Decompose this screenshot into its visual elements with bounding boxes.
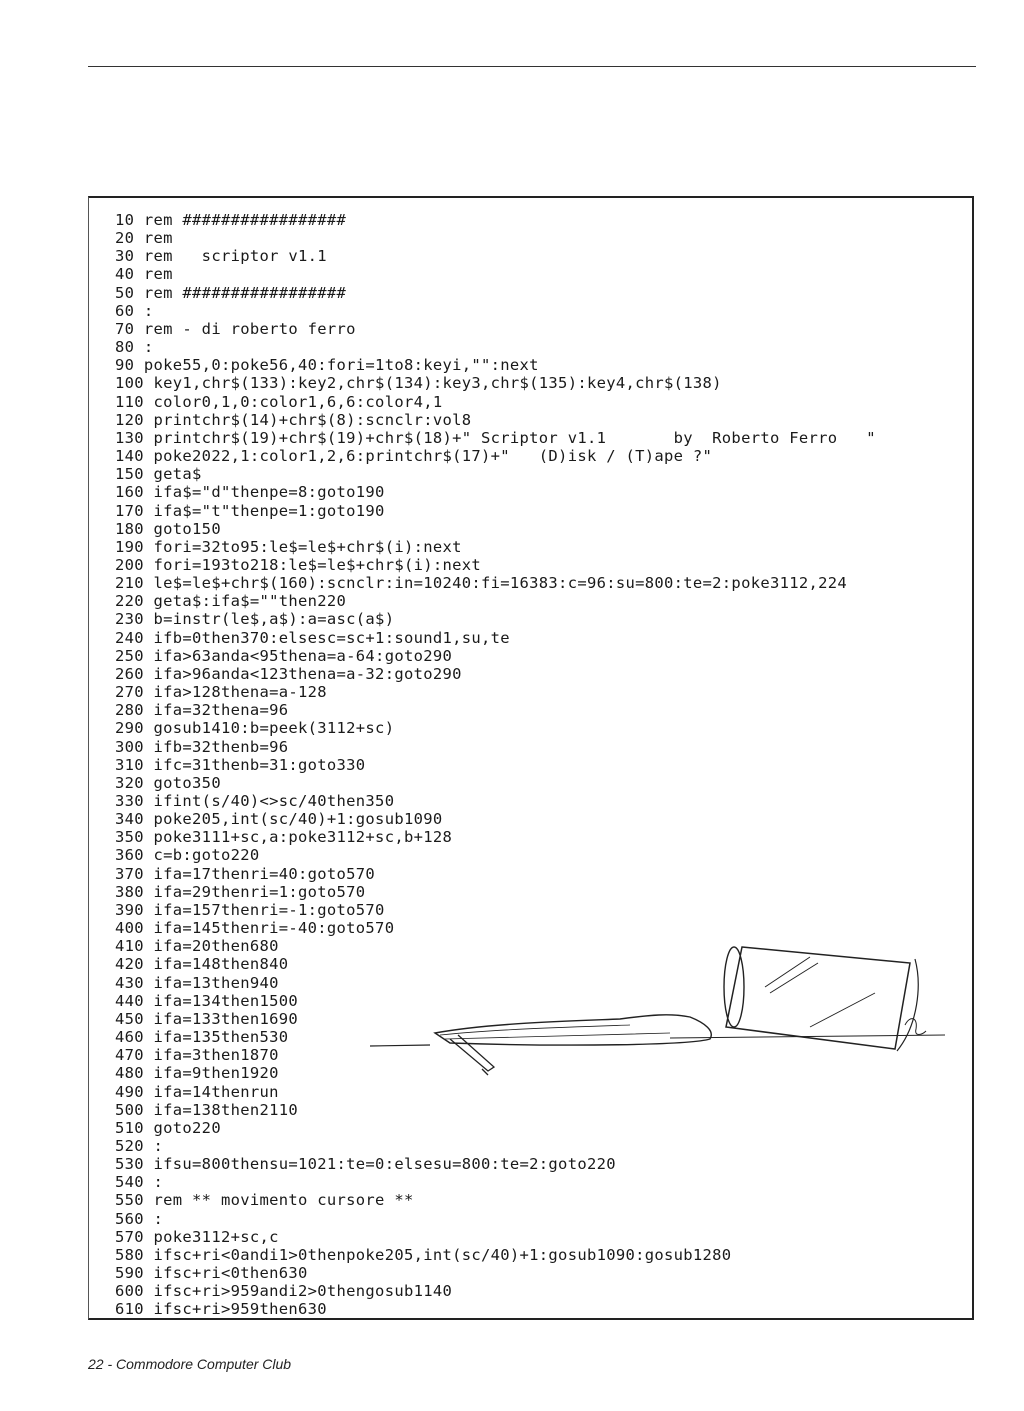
code-line: 410 ifa=20then680 [115, 937, 279, 956]
code-line: 350 poke3111+sc,a:poke3112+sc,b+128 [115, 828, 453, 847]
code-line: 440 ifa=134then1500 [115, 991, 299, 1010]
code-line: 110 color0,1,0:color1,6,6:color4,1 [115, 392, 443, 411]
code-line: 300 ifb=32thenb=96 [115, 737, 289, 756]
code-line: 290 gosub1410:b=peek(3112+sc) [115, 719, 395, 738]
code-line: 140 poke2022,1:color1,2,6:printchr$(17)+" (D)isk / (T)ape ?" [115, 447, 713, 466]
code-line: 570 poke3112+sc,c [115, 1227, 279, 1246]
code-line: 40 rem [115, 265, 173, 284]
code-line: 540 : [115, 1173, 164, 1192]
code-line: 550 rem ** movimento cursore ** [115, 1191, 414, 1210]
code-line: 330 ifint(s/40)<>sc/40then350 [115, 792, 395, 810]
code-line: 80 : [115, 338, 154, 357]
spilled-cup-illustration [370, 935, 950, 1085]
code-line: 120 printchr$(14)+chr$(8):scnclr:vol8 [115, 410, 472, 429]
code-line: 370 ifa=17thenri=40:goto570 [115, 864, 376, 883]
code-line: 240 ifb=0then370:elsesc=sc+1:sound1,su,te [115, 628, 510, 647]
code-line: 260 ifa>96anda<123thena=a-32:goto290 [115, 664, 462, 683]
code-line: 280 ifa=32thena=96 [115, 701, 289, 720]
code-line: 600 ifsc+ri>959andi2>0thengosub1140 [115, 1282, 453, 1301]
code-line: 160 ifa$="d"thenpe=8:goto190 [115, 483, 385, 502]
code-line: 400 ifa=145thenri=-40:goto570 [115, 919, 395, 938]
code-line: 580 ifsc+ri<0andi1>0thenpoke205,int(sc/40)+1:gosub1090:gosub1280 [115, 1245, 732, 1264]
code-line: 60 : [115, 301, 154, 320]
code-line: 430 ifa=13then940 [115, 973, 279, 992]
code-line: 390 ifa=157thenri=-1:goto570 [115, 900, 385, 919]
code-line: 230 b=instr(le$,a$):a=asc(a$) [115, 610, 395, 629]
code-line: 190 fori=32to95:le$=le$+chr$(i):next [115, 537, 462, 556]
code-line: 130 printchr$(19)+chr$(19)+chr$(18)+" Scriptor v1.1 by Roberto Ferro " [115, 428, 876, 447]
code-line: 520 : [115, 1136, 164, 1155]
code-line: 310 ifc=31thenb=31:goto330 [115, 755, 366, 774]
code-line: 480 ifa=9then1920 [115, 1064, 279, 1083]
code-line: 490 ifa=14thenrun [115, 1082, 279, 1101]
page-footer: 22 - Commodore Computer Club [88, 1356, 292, 1372]
code-line: 270 ifa>128thena=a-128 [115, 683, 327, 702]
code-line: 590 ifsc+ri<0then630 [115, 1264, 308, 1283]
top-rule [88, 66, 976, 67]
code-line: 360 c=b:goto220 [115, 846, 260, 865]
code-line: 420 ifa=148then840 [115, 955, 289, 974]
code-line: 510 goto220 [115, 1118, 221, 1137]
code-line: 170 ifa$="t"thenpe=1:goto190 [115, 501, 385, 520]
code-line: 320 goto350 [115, 773, 221, 792]
code-line: 30 rem scriptor v1.1 [115, 247, 327, 266]
code-line: 250 ifa>63anda<95thena=a-64:goto290 [115, 646, 453, 665]
code-line: 150 geta$ [115, 465, 202, 484]
code-line: 20 rem [115, 229, 173, 248]
code-line: 100 key1,chr$(133):key2,chr$(134):key3,chr$(135):key4,chr$(138) [115, 374, 722, 393]
code-line: 610 ifsc+ri>959then630 [115, 1300, 327, 1319]
code-line: 50 rem ################# [115, 283, 347, 302]
code-line: 70 rem - di roberto ferro [115, 319, 356, 338]
code-line: 500 ifa=138then2110 [115, 1100, 299, 1119]
code-line: 460 ifa=135then530 [115, 1028, 289, 1047]
code-line: 450 ifa=133then1690 [115, 1009, 299, 1028]
code-line: 180 goto150 [115, 519, 221, 538]
basic-listing [115, 211, 965, 1319]
code-line: 220 geta$:ifa$=""then220 [115, 592, 347, 611]
code-line: 340 poke205,int(sc/40)+1:gosub1090 [115, 810, 443, 829]
code-line: 210 le$=le$+chr$(160):scnclr:in=10240:fi=16383:c=96:su=800:te=2:poke3112,224 [115, 574, 848, 593]
code-line: 470 ifa=3then1870 [115, 1046, 279, 1065]
code-line: 90 poke55,0:poke56,40:fori=1to8:keyi,"":next [115, 356, 539, 375]
code-line: 10 rem ################# [115, 211, 347, 229]
code-line: 380 ifa=29thenri=1:goto570 [115, 882, 366, 901]
code-line: 200 fori=193to218:le$=le$+chr$(i):next [115, 555, 482, 574]
code-line: 530 ifsu=800thensu=1021:te=0:elsesu=800:te=2:goto220 [115, 1155, 616, 1174]
code-line: 560 : [115, 1209, 164, 1228]
